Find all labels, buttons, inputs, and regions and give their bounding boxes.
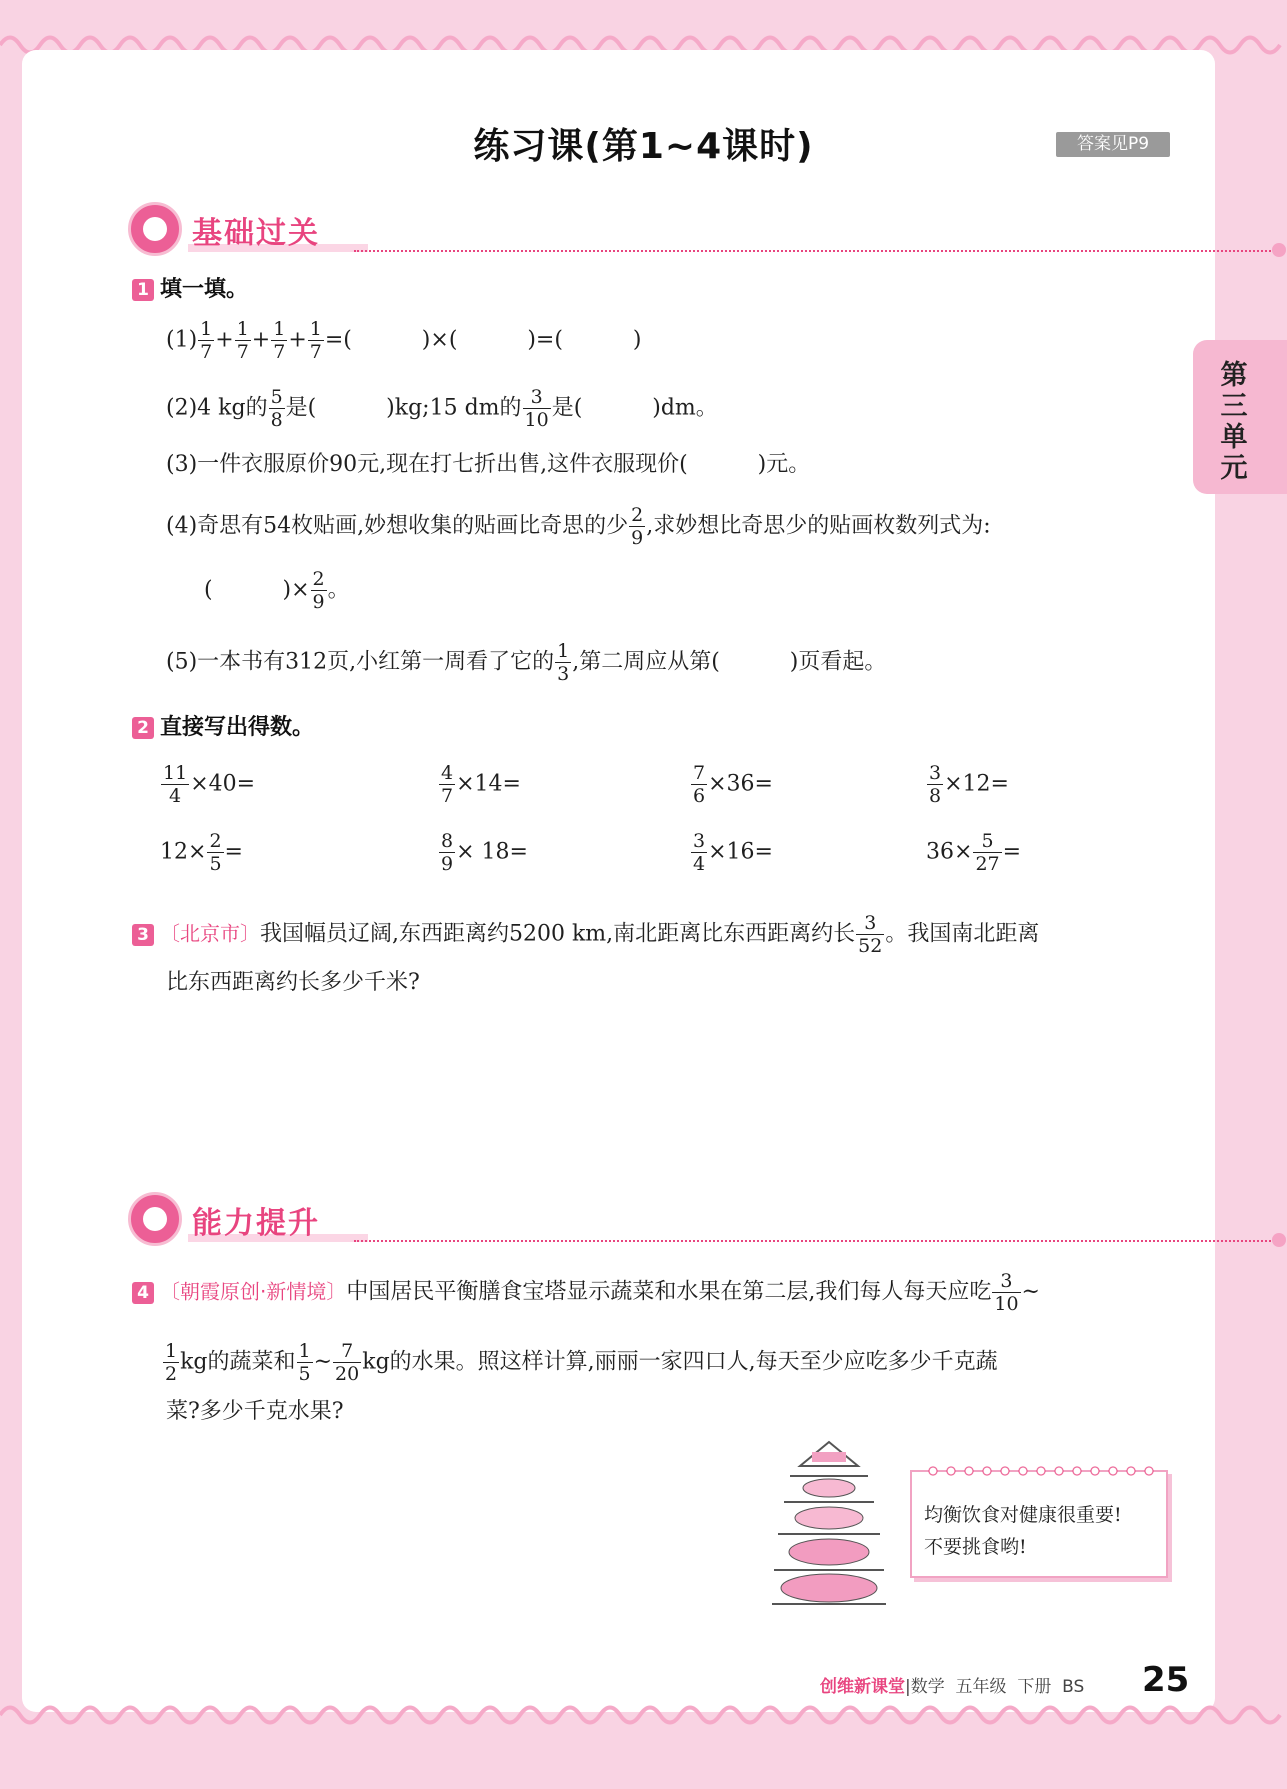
bottom-wave-border bbox=[0, 1700, 1287, 1730]
calc-item-2[interactable]: $\frac{4}{7}$ ×14= bbox=[441, 762, 521, 807]
question-3-line-1: 3 〔北京市〕我国幅员辽阔,东西距离约5200 km,南北距离比东西距离约长 $\frac{3}{52}$ 。我国南北距离 bbox=[132, 912, 1039, 957]
question-2-heading bbox=[132, 710, 314, 741]
question-number-badge: 4 bbox=[132, 1282, 154, 1304]
answer-blank[interactable]: ,第二周应从第( )页看起。 bbox=[572, 649, 887, 675]
q1-part-4-expression[interactable]: ( )× $\frac{2}{9}$ 。 bbox=[204, 568, 350, 613]
fraction: $\frac{1}{5}$ bbox=[298, 1340, 311, 1385]
tip-line-2: 不要挑食哟! bbox=[924, 1536, 1027, 1558]
mascot-icon bbox=[128, 202, 182, 256]
tip-note-card bbox=[910, 1470, 1168, 1578]
pyramid-top-food bbox=[812, 1452, 846, 1462]
q1-part-2: (2)4 kg的 $\frac{5}{8}$ 是( )kg;15 dm的 $\frac{3}{10}$ 是( )dm。 bbox=[166, 386, 718, 431]
fraction: $\frac{2}{9}$ bbox=[312, 568, 325, 613]
fraction: $\frac{7}{20}$ bbox=[335, 1340, 360, 1385]
question-number-badge: 3 bbox=[132, 924, 154, 946]
divider-end-dot bbox=[1272, 243, 1286, 257]
fraction: $\frac{3}{52}$ bbox=[858, 912, 883, 957]
mascot-icon bbox=[128, 1192, 182, 1246]
question-2-prompt: 直接写出得数。 bbox=[160, 715, 315, 740]
fraction: $\frac{1}{7}$ bbox=[273, 318, 286, 363]
unit-side-tab[interactable] bbox=[1193, 340, 1287, 494]
tip-line-1: 均衡饮食对健康很重要! bbox=[924, 1504, 1122, 1526]
question-3-line-2: 比东西距离约长多少千米? bbox=[166, 970, 420, 995]
source-tag: 〔朝霞原创·新情境〕 bbox=[160, 1279, 347, 1304]
fraction: $\frac{5}{8}$ bbox=[270, 386, 283, 431]
q1-part-4: (4)奇思有54枚贴画,妙想收集的贴画比奇思的少 $\frac{2}{9}$ ,求妙想比奇思少的贴画枚数列式为: bbox=[166, 504, 991, 549]
calc-item-8[interactable]: 36× $\frac{5}{27}$ = bbox=[926, 830, 1022, 875]
section-basic-header bbox=[128, 202, 1168, 258]
calc-item-7[interactable]: $\frac{3}{4}$ ×16= bbox=[693, 830, 773, 875]
question-number-badge: 1 bbox=[132, 279, 154, 301]
question-1-heading bbox=[132, 272, 248, 303]
calc-item-3[interactable]: $\frac{7}{6}$ ×36= bbox=[693, 762, 773, 807]
part-label: (1) bbox=[166, 327, 198, 353]
section-title: 能力提升 bbox=[192, 1206, 320, 1241]
fraction: $\frac{1}{3}$ bbox=[557, 640, 570, 685]
question-4-line-3: 菜?多少千克水果? bbox=[166, 1399, 344, 1424]
q1-part-5: (5)一本书有312页,小红第一周看了它的 $\frac{1}{3}$ ,第二周应从第( )页看起。 bbox=[166, 640, 887, 685]
answer-reference-badge: 答案见P9 bbox=[1056, 132, 1170, 157]
fraction: $\frac{3}{10}$ bbox=[524, 386, 549, 431]
footer-info: |数学 五年级 下册 BS bbox=[905, 1677, 1085, 1697]
dotted-divider bbox=[354, 250, 1278, 252]
fraction: $\frac{1}{7}$ bbox=[309, 318, 322, 363]
fraction: $\frac{1}{2}$ bbox=[165, 1340, 178, 1385]
answer-blanks[interactable]: =( )×( )=( ) bbox=[324, 327, 642, 353]
page-title: 练习课(第1~4课时) bbox=[473, 126, 814, 167]
fraction: $\frac{3}{10}$ bbox=[994, 1270, 1019, 1315]
page-number: 25 bbox=[1142, 1660, 1190, 1700]
answer-blank[interactable]: 是( )dm。 bbox=[551, 395, 718, 421]
calc-item-4[interactable]: $\frac{3}{8}$ ×12= bbox=[929, 762, 1009, 807]
fraction: $\frac{2}{9}$ bbox=[631, 504, 644, 549]
fraction: $\frac{1}{7}$ bbox=[236, 318, 249, 363]
question-1-prompt: 填一填。 bbox=[160, 277, 249, 302]
spiral-binding bbox=[924, 1464, 1158, 1478]
question-4-line-2: $\frac{1}{2}$ kg的蔬菜和 $\frac{1}{5}$ ~ $\frac{7}{20}$ kg的水果。照这样计算,丽丽一家四口人,每天至少应吃多少千克蔬 bbox=[165, 1340, 998, 1385]
q3-answer-area[interactable] bbox=[166, 1010, 1166, 1180]
calc-item-5[interactable]: 12× $\frac{2}{5}$ = bbox=[160, 830, 243, 875]
answer-blank[interactable]: 是( )kg;15 dm的 bbox=[285, 395, 522, 421]
question-4-line-1: 4 〔朝霞原创·新情境〕中国居民平衡膳食宝塔显示蔬菜和水果在第二层,我们每人每天应吃 $\frac{3}{10}$ ~ bbox=[132, 1270, 1040, 1315]
source-tag: 〔北京市〕 bbox=[160, 921, 260, 946]
footer-brand: 创维新课堂 bbox=[820, 1677, 905, 1697]
section-title: 基础过关 bbox=[192, 216, 320, 251]
calc-item-6[interactable]: $\frac{8}{9}$ × 18= bbox=[441, 830, 528, 875]
section-advanced-header bbox=[128, 1192, 1168, 1248]
food-pyramid-illustration bbox=[770, 1438, 888, 1608]
question-number-badge: 2 bbox=[132, 717, 154, 739]
divider-end-dot bbox=[1272, 1233, 1286, 1247]
q1-part-3[interactable]: (3)一件衣服原价90元,现在打七折出售,这件衣服现价( )元。 bbox=[166, 452, 811, 477]
fraction: $\frac{1}{7}$ bbox=[200, 318, 213, 363]
dotted-divider bbox=[354, 1240, 1278, 1242]
q1-part-1: (1) $\frac{1}{7}$ + $\frac{1}{7}$ + $\frac{1}{7}$ + $\frac{1}{7}$ =( )×( )=( ) bbox=[166, 318, 642, 363]
calc-item-1[interactable]: $\frac{11}{4}$ ×40= bbox=[163, 762, 256, 807]
unit-label: 第三单元 bbox=[1220, 360, 1248, 484]
page-footer bbox=[820, 1660, 1190, 1700]
